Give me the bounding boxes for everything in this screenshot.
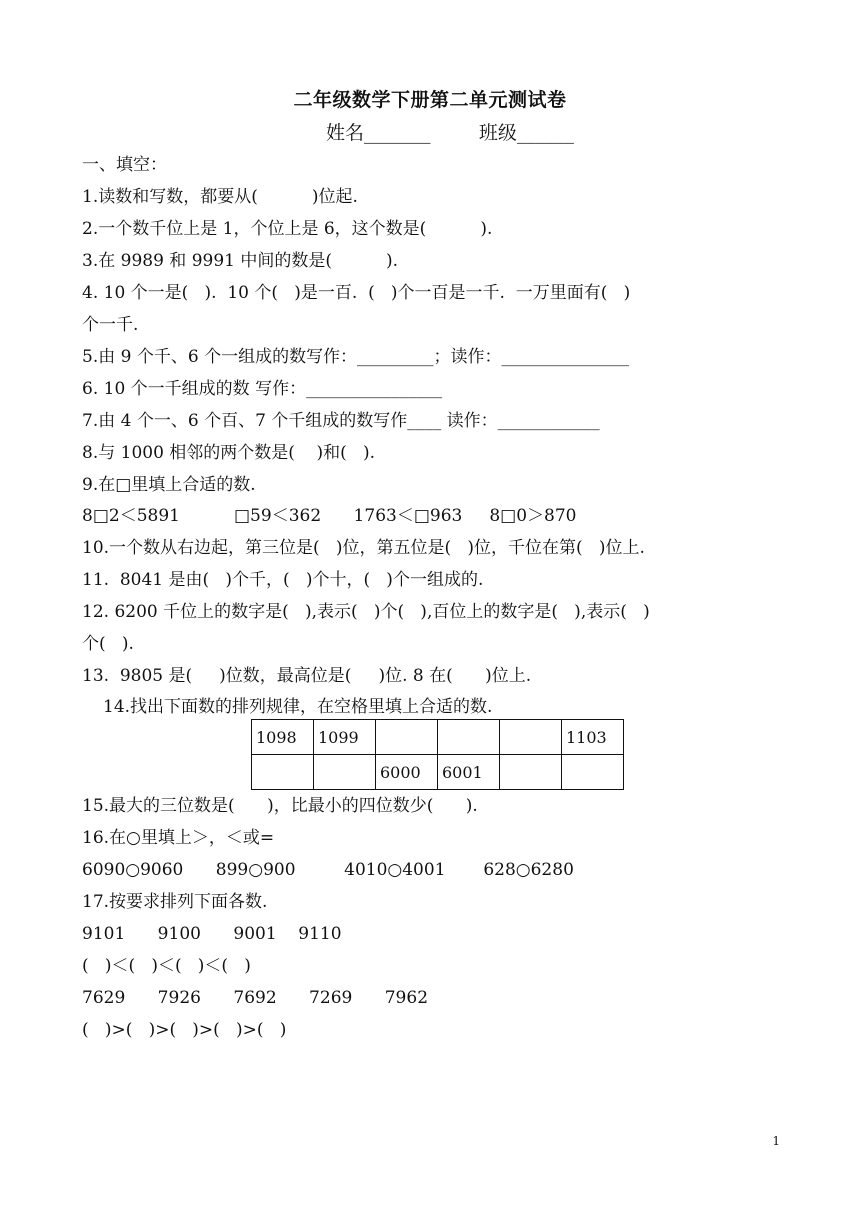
document-title: 二年级数学下册第二单元测试卷 (293, 89, 567, 111)
table-cell[interactable] (252, 755, 314, 790)
question-12: 12. 6200 千位上的数字是( ),表示( )个( ),百位上的数字是( ),表示( ) (82, 602, 650, 622)
table-cell[interactable]: 1099 (314, 720, 376, 755)
table-cell[interactable] (314, 755, 376, 790)
question-8: 8.与 1000 相邻的两个数是( )和( ). (82, 443, 376, 463)
question-2: 2.一个数千位上是 1，个位上是 6，这个数是( ). (82, 219, 493, 239)
table-cell[interactable] (500, 720, 562, 755)
question-16: 16.在○里填上＞，＜或= (82, 828, 275, 848)
table-cell[interactable]: 1098 (252, 720, 314, 755)
question-1: 1.读数和写数，都要从( )位起. (82, 187, 358, 207)
table-cell[interactable]: 6000 (376, 755, 438, 790)
sort-set-2-answer: ( )>( )>( )>( )>( ) (82, 1020, 287, 1040)
table-cell[interactable] (438, 720, 500, 755)
table-cell[interactable]: 6001 (438, 755, 500, 790)
sort-set-1-answer: ( )＜( )＜( )＜( ) (82, 956, 251, 976)
question-13: 13. 9805 是( )位数，最高位是( )位. 8 在( )位上. (82, 666, 532, 686)
question-11: 11. 8041 是由( )个千，( )个十，( )个一组成的. (82, 570, 484, 590)
table-cell[interactable]: 1103 (562, 720, 624, 755)
question-15: 15.最大的三位数是( )，比最小的四位数少( ). (82, 796, 478, 816)
table-cell[interactable] (500, 755, 562, 790)
table-row (252, 720, 624, 755)
question-12-continued: 个( ). (82, 634, 134, 654)
question-14: 14.找出下面数的排列规律，在空格里填上合适的数. (103, 697, 493, 717)
question-16-items: 6090○9060 899○900 4010○4001 628○6280 (82, 860, 574, 880)
question-9-items: 8□2＜5891 □59＜362 1763＜□963 8□0＞870 (82, 506, 577, 526)
table-cell[interactable] (562, 755, 624, 790)
question-4: 4. 10 个一是( ). 10 个( )是一百. ( )个一百是一千. 一万里面有( ) (82, 283, 631, 303)
number-pattern-table (251, 719, 624, 790)
question-17: 17.按要求排列下面各数. (82, 892, 268, 912)
question-9: 9.在□里填上合适的数. (82, 475, 256, 495)
section-heading: 一、填空： (82, 155, 167, 175)
question-4-continued: 个一千. (82, 315, 139, 335)
sort-set-1-numbers: 9101 9100 9001 9110 (82, 924, 342, 944)
question-6: 6. 10 个一千组成的数 写作：________________ (82, 379, 443, 399)
question-3: 3.在 9989 和 9991 中间的数是( ). (82, 251, 399, 271)
sort-set-2-numbers: 7629 7926 7692 7269 7962 (82, 988, 429, 1008)
question-5: 5.由 9 个千、6 个一组成的数写作：_________；读作：_______________ (82, 347, 630, 367)
question-7: 7.由 4 个一、6 个百、7 个千组成的数写作____ 读作：____________ (82, 411, 600, 431)
table-row (252, 755, 624, 790)
page-number: 1 (772, 1134, 780, 1148)
table-cell[interactable] (376, 720, 438, 755)
question-10: 10.一个数从右边起，第三位是( )位，第五位是( )位，千位在第( )位上. (82, 538, 645, 558)
name-class-line: 姓名_______ 班级______ (326, 122, 574, 144)
